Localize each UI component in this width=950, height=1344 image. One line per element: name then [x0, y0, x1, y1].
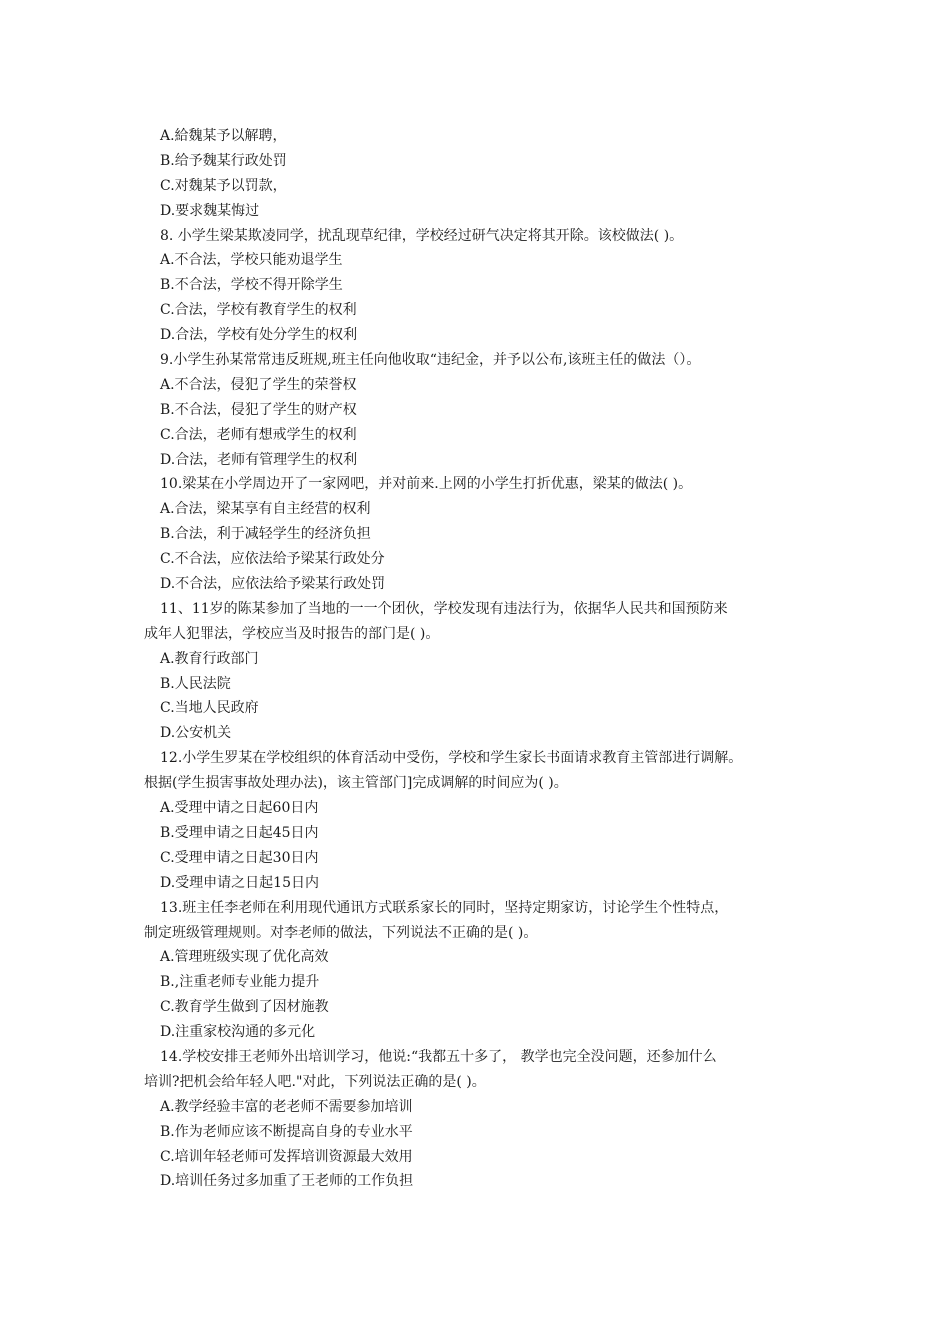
answer-option: B.合法，利于减轻学生的经济负担: [160, 526, 371, 543]
answer-option: B.,注重老师专业能力提升: [160, 974, 320, 991]
question-text: 12.小学生罗某在学校组织的体育活动中受伤，学校和学生家长书面请求教育主管部进行调解。: [160, 750, 743, 767]
answer-option: A.管理班级实现了优化高效: [160, 949, 329, 966]
answer-option: C.合法，学校有教育学生的权利: [160, 302, 357, 319]
answer-option: B.人民法院: [160, 675, 231, 692]
answer-option: D.受理申请之日起15日内: [160, 874, 319, 891]
answer-option: A.不合法，学校只能劝退学生: [160, 252, 343, 269]
answer-option: B.不合法，学校不得开除学生: [160, 277, 343, 294]
answer-option: A.教学经验丰富的老老师不需要参加培训: [160, 1098, 413, 1115]
document-body: [144, 124, 834, 1194]
answer-option: C.当地人民政府: [160, 700, 259, 717]
question-text: 13.班主任李老师在利用现代通讯方式联系家长的同时，坚持定期家访，讨论学生个性特点，: [160, 899, 729, 916]
answer-option: B.作为老师应该不断提高自身的专业水平: [160, 1123, 413, 1140]
question-text: 9.小学生孙某常常违反班规,班主任向他收取“违纪金，并予以公布,该班主任的做法（）。: [160, 352, 701, 369]
answer-option: A.給魏某予以解聘，: [160, 128, 287, 144]
answer-option: A.合法，梁某享有自主经营的权利: [160, 501, 371, 518]
question-text-continued: 成年人犯罪法，学校应当及时报告的部门是( )。: [144, 625, 440, 642]
answer-option: D.培训任务过多加重了王老师的工作负担: [160, 1173, 414, 1190]
question-text-continued: 制定班级管理规则。对李老师的做法，下列说法不正确的是( )。: [144, 924, 538, 941]
answer-option: D.不合法，应依法给予梁某行政处罚: [160, 576, 386, 593]
question-text: 11、11岁的陈某参加了当地的一一个团伙，学校发现有违法行为，依据华人民共和国预防来: [160, 600, 728, 617]
answer-option: C.合法，老师有想戒学生的权利: [160, 426, 357, 443]
answer-option: C.受理申请之日起30日内: [160, 849, 319, 866]
answer-option: D.合法，老师有管理学生的权利: [160, 451, 358, 468]
question-text-continued: 培训?把机会给年轻人吧."对此，下列说法正确的是( )。: [144, 1073, 486, 1090]
answer-option: A.受理中请之日起60日内: [160, 800, 319, 817]
question-text: 10.梁某在小学周边开了一家网吧，并对前来.上网的小学生打折优惠，梁某的做法( )。: [160, 476, 693, 493]
answer-option: C.培训年轻老师可发挥培训资源最大效用: [160, 1148, 413, 1165]
answer-option: D.合法，学校有处分学生的权利: [160, 327, 358, 344]
answer-option: A.不合法，侵犯了学生的荣誉权: [160, 376, 357, 393]
question-text: 8. 小学生梁某欺凌同学，扰乱现草纪律，学校经过研气决定将其开除。该校做法( )。: [160, 227, 684, 244]
answer-option: A.教育行政部门: [160, 650, 259, 667]
question-text-continued: 根据(学生损害事故处理办法)，该主管部门]完成调解的时间应为( )。: [144, 775, 568, 792]
answer-option: C.不合法，应依法给予梁某行政处分: [160, 551, 385, 568]
answer-option: B.给予魏某行政处罚: [160, 152, 287, 169]
answer-option: B.受理申请之日起45日内: [160, 824, 319, 841]
answer-option: B.不合法，侵犯了学生的财产权: [160, 401, 357, 418]
answer-option: D.要求魏某悔过: [160, 202, 260, 219]
answer-option: C.对魏某予以罚款，: [160, 177, 287, 194]
answer-option: D.注重家校沟通的多元化: [160, 1024, 316, 1041]
answer-option: C.教育学生做到了因材施教: [160, 999, 329, 1016]
answer-option: D.公安机关: [160, 725, 232, 742]
question-text: 14.学校安排王老师外出培训学习，他说:“我都五十多了， 教学也完全没问题，还参加什么: [160, 1048, 717, 1065]
